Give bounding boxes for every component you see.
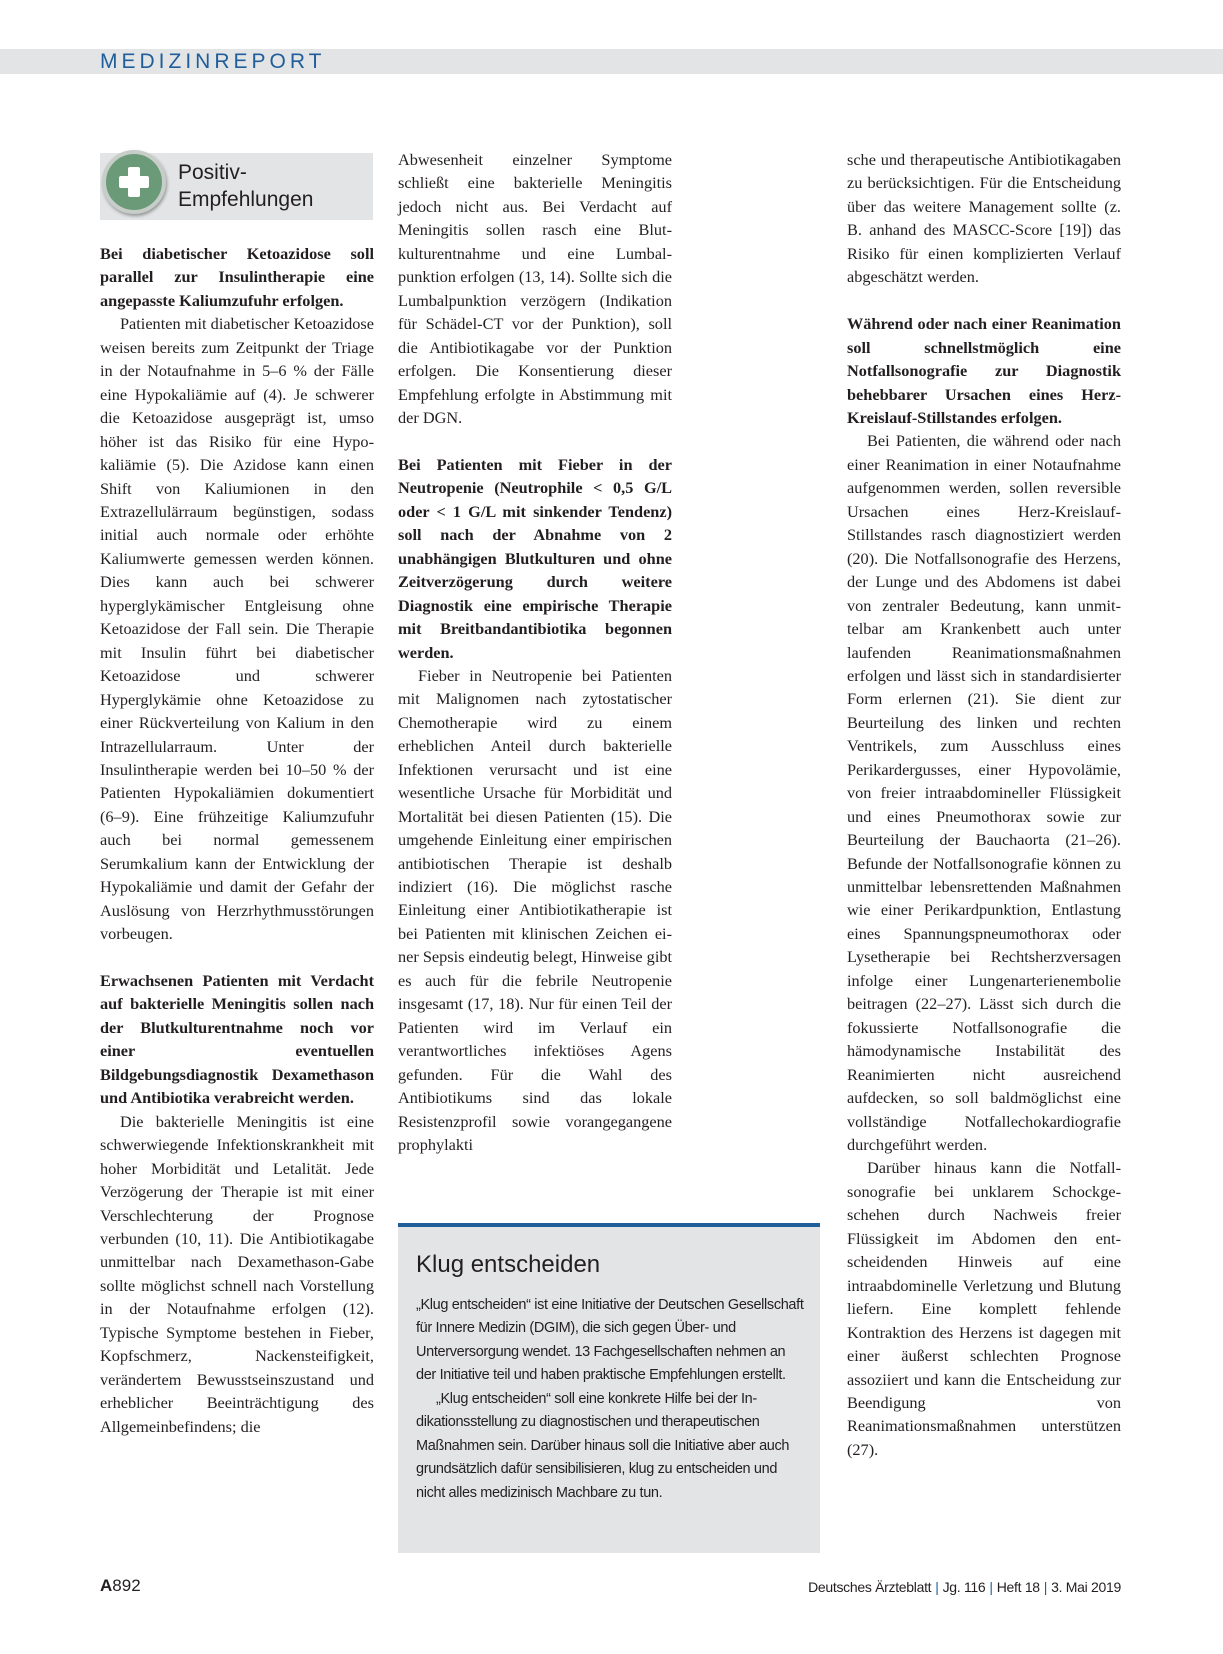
positiv-title-line2: Empfehlungen <box>178 188 314 211</box>
journal-name: Deutsches Ärzteblatt <box>808 1579 932 1595</box>
separator: | <box>989 1579 993 1595</box>
positiv-box-title <box>178 159 368 213</box>
klug-box-title: Klug entscheiden <box>416 1251 601 1278</box>
body-paragraph: Die bakterielle Meningitis ist eine schwerwiegende Infektionskrankheit mit hoher Morbidität und Letalität. Jede Verzögerung der Therapie ist mit einer Verschlechterung der Prognose verbunden (10, 11). Die Antibiotikagabe unmittelbar nach Dexamethason-Gabe sollte möglichst schnell nach Vorstellung in der Notaufnahme erfolgen (12). Typische Symptome bestehen in Fieber, Kopfschmerz, Nackensteifigkeit, verändertem Bewusstseinszustand und erheblicher Beeinträchtigung des Allgemeinbefindens; die <box>100 1111 374 1436</box>
recommendation-meningitis: Erwachsenen Patienten mit Verdacht auf bakterielle Meningitis sollen nach der Blutkulturentnahme noch vor einer eventuellen Bildgebungsdiagnostik Dexamethason und Antibiotika verabreicht werden. <box>100 971 374 1108</box>
column-1 <box>100 242 374 1438</box>
recommendation-reanimation: Während oder nach einer Reanimation soll schnellstmöglich eine Notfallsonografie zur Diagnostik behebbarer Ursachen eines Herz-Kreislauf-Stillstandes erfolgen. <box>847 314 1121 427</box>
recommendation-ketoazidose: Bei diabetischer Ketoazidose soll parallel zur Insulintherapie eine angepasste Kaliumzufuhr erfolgen. <box>100 244 374 310</box>
recommendation-neutropenie: Bei Patienten mit Fieber in der Neutropenie (Neutrophile < 0,5 G/L oder < 1 G/L mit sinkender Tendenz) soll nach der Abnahme von 2 unabhängigen Blutkulturen und ohne Zeitverzögerung durch weitere Diagnostik eine empirische Therapie mit Breitbandantibiotika begonnen werden. <box>398 454 672 662</box>
page-number-value: 892 <box>112 1576 141 1595</box>
column-2 <box>398 148 672 1156</box>
klug-paragraph: „Klug entscheiden“ soll eine konkrete Hilfe bei der Indikationsstellung zu diagnostischen und therapeutischen Maßnahmen sein. Darüber hinaus soll die Initiative aber auch grundsätzlich dafür sensibilisieren, klug zu entscheiden und nicht alles medizinisch Machbare zu tun. <box>416 1390 790 1501</box>
separator: | <box>935 1579 939 1595</box>
journal-issue: Heft 18 <box>996 1579 1040 1595</box>
body-paragraph: Darüber hinaus kann die Notfallsonografie bei unklarem Schockgeschehen durch Nachweis freier Flüssigkeit im Abdomen den entscheidenden Hinweis auf eine intraabdominelle Verletzung und Blutung liefern. Eine komplett fehlende Kontraktion des Herzens ist dagegen mit einer äußerst schlechten Prognose assoziiert und kann die Entscheidung zur Beendigung von Reanimationsmaßnahmen unterstützen (27). <box>847 1158 1121 1459</box>
body-paragraph: Bei Patienten, die während oder nach einer Reanimation in einer Notaufnahme aufgenommen werden, sollen reversible Ursachen eines Herz-Kreislauf-Stillstandes rasch diagnostiziert werden (20). Die Notfallsonografie des Herzens, der Lunge und des Abdomens ist dabei von zentraler Bedeutung, kann unmittelbar am Krankenbett auch unter laufenden Reanimationsmaßnahmen erfolgen und lässt sich in standardisierter Form erlernen (21). Sie dient zur Beurteilung des linken und rechten Ventrikels, zum Ausschluss eines Perikardergusses, einer Hypovolämie, von freier intraabdomineller Flüssigkeit und eines Pneumothorax sowie zur Beurteilung der Bauchaorta (21–26). Befunde der Notfallsonografie können zu unmittelbar lebensrettenden Maßnahmen wie einer Perikardpunktion, Entlastung eines Spannungspneumothorax oder Lysetherapie bei Rechtsherzversagen infolge einer Lungenarterienembolie beitragen (22–27). Lässt sich durch die fokussierte Notfallsonografie die hämodynamische Instabilität des Reanimierten nicht ausreichend aufdecken, so soll baldmöglichst eine vollständige Notfallechokardiografie durchgeführt werden. <box>847 431 1121 1155</box>
positiv-empfehlungen-box <box>100 153 373 220</box>
section-label: MEDIZINREPORT <box>100 50 326 73</box>
journal-volume: Jg. 116 <box>942 1579 986 1595</box>
page-number <box>100 1576 141 1596</box>
journal-citation <box>808 1579 1121 1595</box>
body-paragraph: Patienten mit diabetischer Ketoazidose weisen bereits zum Zeitpunkt der Triage in der Notaufnahme in 5–6 % der Fälle eine Hypokaliämie auf (4). Je schwerer die Ketoazidose ausgeprägt ist, umso höher ist das Risiko für eine Hypokaliämie (5). Die Azidose kann einen Shift von Kaliumionen in den Extrazellulärraum begünstigen, sodass initial auch normale oder erhöhte Kaliumwerte gemessen werden können. Dies kann auch bei schwerer hyperglykämischer Entgleisung ohne Ketoazidose der Fall sein. Die Therapie mit Insulin führt bei diabetischer Ketoazidose und schwerer Hyperglykämie ohne Ketoazidose zu einer Rückverteilung von Kalium in den Intrazellularraum. Unter der Insulintherapie werden bei 10–50 % der Patienten Hypokaliämien dokumentiert (6–9). Eine frühzeitige Kaliumzufuhr auch bei normal gemessenem Serumkalium kann der Entwicklung der Hypokaliämie und damit der Gefahr der Auslösung von Herzrhythmusstörungen vorbeugen. <box>100 314 374 944</box>
body-paragraph: Fieber in Neutropenie bei Patienten mit Malignomen nach zytostatischer Chemotherapie wird zu einem erheblichen Anteil durch bakterielle Infektionen verursacht und ist eine wesentliche Ursache für Morbidität und Mortalität bei diesen Patienten (15). Die umgehende Einleitung einer empirischen antibiotischen Therapie ist deshalb indiziert (16). Die möglichst rasche Einleitung einer Antibiotikatherapie ist bei Patienten mit klinischen Zeichen einer Sepsis eindeutig belegt, Hinweise gibt es auch für die febrile Neutropenie insgesamt (17, 18). Nur für einen Teil der Patienten wird im Verlauf ein verantwortliches infektiöses Agens gefunden. Für die Wahl des Antibiotikums sind das lokale Resistenzprofil sowie vorangegangene prophylakti <box>398 665 673 1155</box>
klug-entscheiden-box <box>398 1223 820 1553</box>
positiv-title-line1: Positiv- <box>178 161 247 184</box>
body-paragraph: sche und therapeutische Antibiotikagaben zu berücksichtigen. Für die Entscheidung über das weitere Management sollte (z. B. anhand des MASCC-Score [19]) das Risiko für einen komplizierten Verlauf abgeschätzt werden. <box>847 150 1121 287</box>
klug-paragraph: „Klug entscheiden“ ist eine Initiative der Deutschen Gesellschaft für Innere Medizin (DGIM), die sich gegen Über- und Unterversorgung wendet. 13 Fachgesellschaften nehmen an der Initiative teil und haben praktische Empfehlungen erstellt. <box>416 1297 804 1384</box>
plus-icon <box>102 150 166 214</box>
separator: | <box>1043 1579 1048 1595</box>
journal-date: 3. Mai 2019 <box>1051 1579 1121 1595</box>
klug-box-body <box>416 1294 806 1505</box>
page-prefix: A <box>100 1576 113 1595</box>
body-paragraph: Abwesenheit einzelner Symptome schließt eine bakterielle Meningitis jedoch nicht aus. Bei Verdacht auf Meningitis sollen rasch eine Blutkulturentnahme und eine Lumbalpunktion erfolgen (13, 14). Sollte sich die Lumbalpunktion verzögern (Indikation für Schädel-CT vor der Punktion), soll die Antibiotikagabe vor der Punktion erfolgen. Die Konsentierung dieser Empfehlung erfolgte in Abstimmung mit der DGN. <box>398 150 672 427</box>
column-3 <box>847 148 1121 1461</box>
